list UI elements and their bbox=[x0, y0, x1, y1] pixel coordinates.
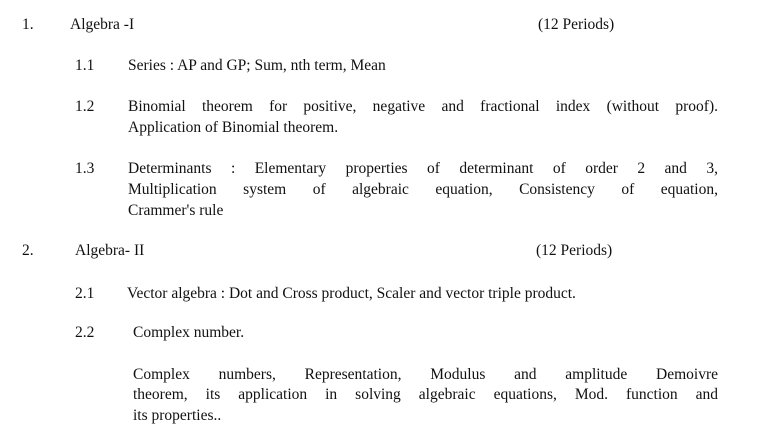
item-1-2-number: 1.2 bbox=[75, 98, 95, 115]
section-1-periods: (12 Periods) bbox=[538, 16, 615, 33]
item-1-3-line-2: Multiplication system of algebraic equation, Consistency of equation, bbox=[128, 181, 718, 198]
item-2-2-desc-line-2: theorem, its application in solving algebraic equations, Mod. function and bbox=[133, 386, 718, 403]
section-2-periods: (12 Periods) bbox=[536, 242, 613, 259]
section-1-title: Algebra -I bbox=[70, 16, 135, 33]
item-2-2-number: 2.2 bbox=[75, 324, 95, 341]
item-2-2-desc-line-1: Complex numbers, Representation, Modulus and amplitude Demoivre bbox=[133, 366, 718, 383]
item-2-1-line-1: Vector algebra : Dot and Cross product, Scaler and vector triple product. bbox=[127, 285, 576, 302]
section-1-number: 1. bbox=[22, 16, 34, 33]
item-1-2-line-1: Binomial theorem for positive, negative and fractional index (without proof). bbox=[128, 98, 718, 115]
item-1-1-number: 1.1 bbox=[75, 57, 95, 74]
item-1-1-line-1: Series : AP and GP; Sum, nth term, Mean bbox=[128, 57, 386, 74]
item-1-3-line-1: Determinants : Elementary properties of determinant of order 2 and 3, bbox=[128, 160, 718, 177]
item-1-3-number: 1.3 bbox=[75, 160, 95, 177]
section-2-number: 2. bbox=[22, 242, 34, 259]
item-1-3-line-3: Crammer's rule bbox=[128, 202, 224, 219]
item-2-2-line-1: Complex number. bbox=[133, 324, 245, 341]
section-2-title: Algebra- II bbox=[75, 242, 145, 259]
item-2-1-number: 2.1 bbox=[75, 285, 95, 302]
item-2-2-desc-line-3: its properties.. bbox=[133, 407, 222, 424]
item-1-2-line-2: Application of Binomial theorem. bbox=[128, 119, 339, 136]
